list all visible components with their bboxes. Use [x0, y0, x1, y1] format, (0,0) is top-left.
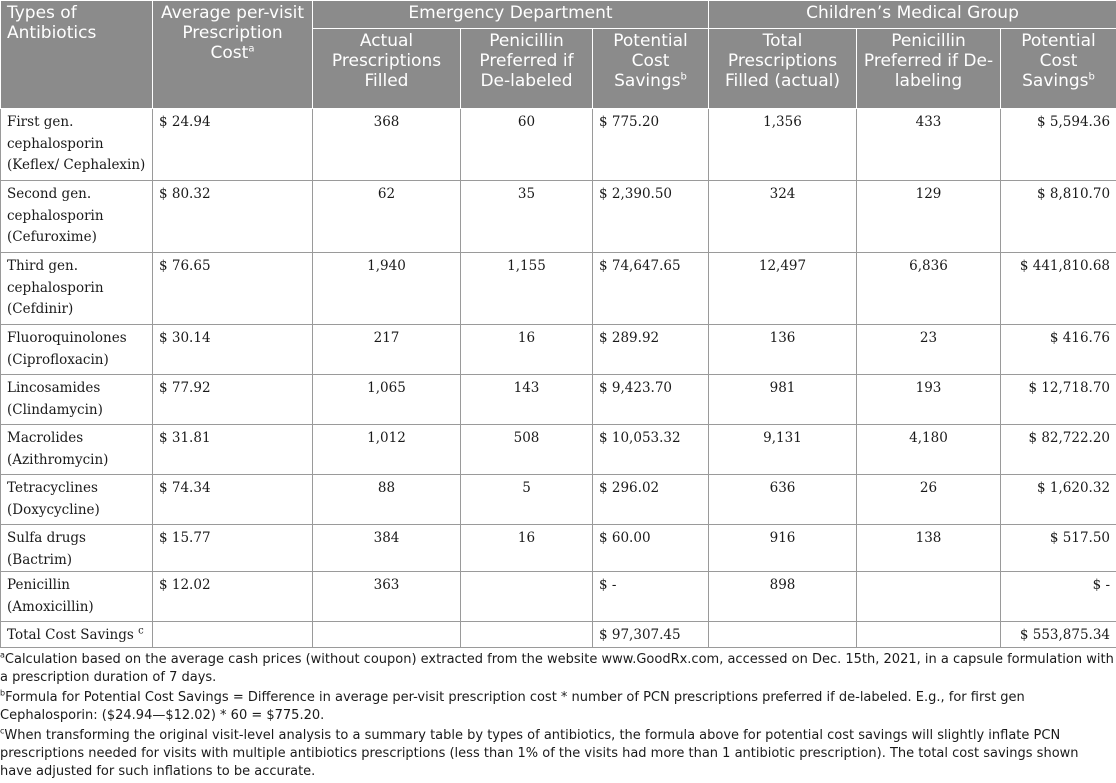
- row-cmg-potential-savings: $ 5,594.36: [1001, 109, 1116, 181]
- table-row: [1, 375, 1116, 425]
- row-cmg-potential-savings: $ 441,810.68: [1001, 253, 1116, 325]
- row-cmg-total: 898: [709, 572, 857, 622]
- row-ed-potential-savings: $ 2,390.50: [593, 181, 709, 253]
- row-antibiotic-name: First gen. cephalosporin (Keflex/ Cephalexin): [1, 109, 153, 181]
- row-cmg-penicillin-preferred: 6,836: [857, 253, 1001, 325]
- row-ed-penicillin-preferred: 508: [461, 425, 593, 475]
- total-label: Total Cost Savings $^c$: [1, 622, 153, 648]
- cell-empty: [153, 622, 313, 648]
- row-cmg-penicillin-preferred: 26: [857, 475, 1001, 525]
- header-ed-penicillin-preferred: Penicillin Preferred if De-labeled: [461, 29, 593, 109]
- row-ed-penicillin-preferred: 16: [461, 325, 593, 375]
- total-ed-savings: $ 97,307.45: [593, 622, 709, 648]
- table-row: [1, 525, 1116, 572]
- row-average-cost: $ 31.81: [153, 425, 313, 475]
- header-cmg-total: Total Prescriptions Filled (actual): [709, 29, 857, 109]
- row-average-cost: $ 15.77: [153, 525, 313, 572]
- row-cmg-potential-savings: $ 1,620.32: [1001, 475, 1116, 525]
- row-cmg-potential-savings: $ -: [1001, 572, 1116, 622]
- total-cmg-savings: $ 553,875.34: [1001, 622, 1116, 648]
- row-ed-potential-savings: $ 775.20: [593, 109, 709, 181]
- table-row: [1, 325, 1116, 375]
- row-average-cost: $ 12.02: [153, 572, 313, 622]
- row-cmg-total: 1,356: [709, 109, 857, 181]
- footnote-marker-a: a: [248, 43, 254, 54]
- header-cmg-penicillin-preferred: Penicillin Preferred if De-labeling: [857, 29, 1001, 109]
- row-ed-penicillin-preferred: 60: [461, 109, 593, 181]
- header-average-cost: Average per-visit Prescription Cost$^a$: [153, 1, 313, 109]
- header-ed-actual: Actual Prescriptions Filled: [313, 29, 461, 109]
- row-antibiotic-name: Second gen. cephalosporin (Cefuroxime): [1, 181, 153, 253]
- row-ed-penicillin-preferred: 1,155: [461, 253, 593, 325]
- row-average-cost: $ 30.14: [153, 325, 313, 375]
- row-cmg-penicillin-preferred: 4,180: [857, 425, 1001, 475]
- row-antibiotic-name: Lincosamides (Clindamycin): [1, 375, 153, 425]
- row-cmg-total: 981: [709, 375, 857, 425]
- row-ed-penicillin-preferred: 16: [461, 525, 593, 572]
- row-average-cost: $ 74.34: [153, 475, 313, 525]
- row-average-cost: $ 24.94: [153, 109, 313, 181]
- footnote-marker-b: b: [681, 71, 687, 82]
- footnote-b: $^b$Formula for Potential Cost Savings = Difference in average per-visit prescription cost * number of PCN prescriptions preferred if de-labeled. E.g., for first gen Cephalosporin: ($24.94—$12.02) * 60 = $775.20.: [0, 689, 1114, 725]
- header-cmg-potential-savings: Potential Cost Savings$^b$: [1001, 29, 1116, 109]
- row-cmg-penicillin-preferred: 193: [857, 375, 1001, 425]
- row-cmg-potential-savings: $ 416.76: [1001, 325, 1116, 375]
- row-cmg-potential-savings: $ 8,810.70: [1001, 181, 1116, 253]
- row-antibiotic-name: Penicillin (Amoxicillin): [1, 572, 153, 622]
- header-types-of-antibiotics: Types of Antibiotics: [1, 1, 153, 109]
- table-row: [1, 109, 1116, 181]
- table-row: [1, 253, 1116, 325]
- row-cmg-penicillin-preferred: 129: [857, 181, 1001, 253]
- header-ed-potential-savings: Potential Cost Savings$^b$: [593, 29, 709, 109]
- row-average-cost: $ 80.32: [153, 181, 313, 253]
- row-cmg-penicillin-preferred: [857, 572, 1001, 622]
- row-average-cost: $ 76.65: [153, 253, 313, 325]
- cell-empty: [313, 622, 461, 648]
- row-ed-potential-savings: $ 296.02: [593, 475, 709, 525]
- row-ed-actual: 368: [313, 109, 461, 181]
- cell-empty: [709, 622, 857, 648]
- row-ed-penicillin-preferred: [461, 572, 593, 622]
- row-cmg-potential-savings: $ 517.50: [1001, 525, 1116, 572]
- row-cmg-penicillin-preferred: 138: [857, 525, 1001, 572]
- table-row: [1, 181, 1116, 253]
- row-cmg-potential-savings: $ 12,718.70: [1001, 375, 1116, 425]
- row-ed-potential-savings: $ 289.92: [593, 325, 709, 375]
- row-ed-penicillin-preferred: 143: [461, 375, 593, 425]
- footnote-marker-c: c: [138, 626, 144, 637]
- total-row: [1, 622, 1116, 648]
- row-antibiotic-name: Tetracyclines (Doxycycline): [1, 475, 153, 525]
- header-emergency-department: Emergency Department: [313, 1, 709, 29]
- row-cmg-potential-savings: $ 82,722.20: [1001, 425, 1116, 475]
- row-cmg-penicillin-preferred: 433: [857, 109, 1001, 181]
- cell-empty: [461, 622, 593, 648]
- row-ed-penicillin-preferred: 35: [461, 181, 593, 253]
- row-ed-potential-savings: $ 74,647.65: [593, 253, 709, 325]
- row-ed-actual: 1,012: [313, 425, 461, 475]
- table-row: [1, 572, 1116, 622]
- footnote-a: $^a$Calculation based on the average cash prices (without coupon) extracted from the website www.GoodRx.com, accessed on Dec. 15th, 2021, in a capsule formulation with a prescription duration of 7 days.: [0, 651, 1114, 687]
- footnote-marker-b: b: [1089, 71, 1095, 82]
- row-ed-potential-savings: $ 9,423.70: [593, 375, 709, 425]
- row-ed-actual: 1,940: [313, 253, 461, 325]
- table-row: [1, 475, 1116, 525]
- row-cmg-total: 9,131: [709, 425, 857, 475]
- row-cmg-total: 916: [709, 525, 857, 572]
- table-row: [1, 425, 1116, 475]
- row-ed-actual: 62: [313, 181, 461, 253]
- row-average-cost: $ 77.92: [153, 375, 313, 425]
- row-ed-potential-savings: $ 10,053.32: [593, 425, 709, 475]
- row-ed-actual: 384: [313, 525, 461, 572]
- row-cmg-total: 324: [709, 181, 857, 253]
- cell-empty: [857, 622, 1001, 648]
- row-antibiotic-name: Macrolides (Azithromycin): [1, 425, 153, 475]
- row-ed-penicillin-preferred: 5: [461, 475, 593, 525]
- header-row-groups: [1, 1, 1116, 29]
- footnote-c: $^c$When transforming the original visit-level analysis to a summary table by types of antibiotics, the formula above for potential cost savings will slightly inflate PCN prescriptions needed for visits with multiple antibiotics prescriptions (less than 1% of the visits had more than 1 antibiotic prescription). The total cost savings shown have adjusted for such inflations to be accurate.: [0, 727, 1114, 781]
- header-childrens-medical-group: Children’s Medical Group: [709, 1, 1116, 29]
- row-ed-actual: 1,065: [313, 375, 461, 425]
- row-cmg-total: 136: [709, 325, 857, 375]
- row-antibiotic-name: Sulfa drugs (Bactrim): [1, 525, 153, 572]
- row-ed-actual: 363: [313, 572, 461, 622]
- row-ed-potential-savings: $ 60.00: [593, 525, 709, 572]
- row-cmg-penicillin-preferred: 23: [857, 325, 1001, 375]
- table-body: [1, 109, 1116, 648]
- row-ed-potential-savings: $ -: [593, 572, 709, 622]
- row-ed-actual: 217: [313, 325, 461, 375]
- row-cmg-total: 12,497: [709, 253, 857, 325]
- row-ed-actual: 88: [313, 475, 461, 525]
- row-cmg-total: 636: [709, 475, 857, 525]
- row-antibiotic-name: Fluoroquinolones (Ciprofloxacin): [1, 325, 153, 375]
- footnotes: [0, 648, 1116, 781]
- row-antibiotic-name: Third gen. cephalosporin (Cefdinir): [1, 253, 153, 325]
